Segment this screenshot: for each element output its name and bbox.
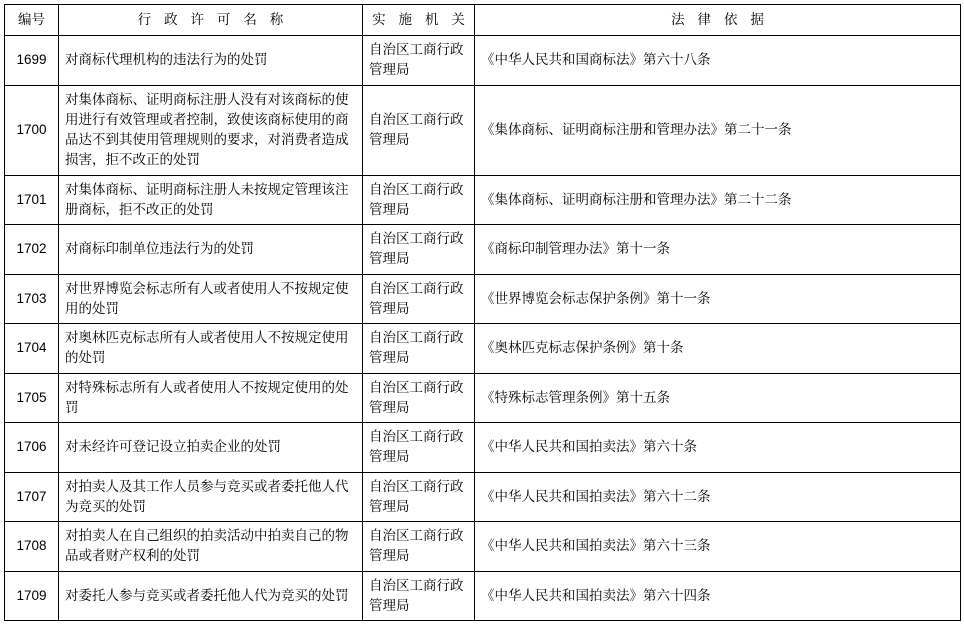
administrative-permit-table — [4, 4, 961, 621]
column-header-org — [363, 5, 475, 36]
cell-implementing-authority: 自治区工商行政管理局 — [363, 225, 475, 275]
cell-implementing-authority: 自治区工商行政管理局 — [363, 175, 475, 225]
cell-legal-basis: 《中华人民共和国拍卖法》第六十二条 — [475, 472, 961, 522]
cell-code: 1707 — [5, 472, 59, 522]
cell-permit-name: 对商标代理机构的违法行为的处罚 — [59, 36, 363, 86]
cell-permit-name: 对世界博览会标志所有人或者使用人不按规定使用的处罚 — [59, 274, 363, 324]
cell-code: 1708 — [5, 522, 59, 572]
table-header-row — [5, 5, 961, 36]
cell-permit-name: 对奥林匹克标志所有人或者使用人不按规定使用的处罚 — [59, 324, 363, 374]
table-row — [5, 225, 961, 275]
cell-implementing-authority: 自治区工商行政管理局 — [363, 522, 475, 572]
table-header — [5, 5, 961, 36]
cell-implementing-authority: 自治区工商行政管理局 — [363, 472, 475, 522]
cell-permit-name: 对商标印制单位违法行为的处罚 — [59, 225, 363, 275]
table-row — [5, 522, 961, 572]
cell-permit-name: 对拍卖人在自己组织的拍卖活动中拍卖自己的物品或者财产权利的处罚 — [59, 522, 363, 572]
cell-code: 1705 — [5, 373, 59, 423]
table-body — [5, 36, 961, 621]
cell-implementing-authority: 自治区工商行政管理局 — [363, 571, 475, 621]
column-header-org-label: 实 施 机 关 — [372, 11, 470, 28]
cell-code: 1704 — [5, 324, 59, 374]
cell-legal-basis: 《中华人民共和国拍卖法》第六十条 — [475, 423, 961, 473]
table-row — [5, 373, 961, 423]
cell-legal-basis: 《集体商标、证明商标注册和管理办法》第二十一条 — [475, 85, 961, 175]
table-row — [5, 36, 961, 86]
column-header-law-label: 法 律 依 据 — [671, 11, 769, 28]
table-row — [5, 472, 961, 522]
cell-legal-basis: 《特殊标志管理条例》第十五条 — [475, 373, 961, 423]
table-row — [5, 175, 961, 225]
cell-code: 1709 — [5, 571, 59, 621]
column-header-name — [59, 5, 363, 36]
cell-code: 1703 — [5, 274, 59, 324]
cell-legal-basis: 《世界博览会标志保护条例》第十一条 — [475, 274, 961, 324]
table-row — [5, 85, 961, 175]
table-row — [5, 324, 961, 374]
cell-code: 1706 — [5, 423, 59, 473]
cell-implementing-authority: 自治区工商行政管理局 — [363, 423, 475, 473]
cell-implementing-authority: 自治区工商行政管理局 — [363, 85, 475, 175]
cell-permit-name: 对集体商标、证明商标注册人没有对该商标的使用进行有效管理或者控制，致使该商标使用的商品达不到其使用管理规则的要求，对消费者造成损害，拒不改正的处罚 — [59, 85, 363, 175]
cell-permit-name: 对集体商标、证明商标注册人未按规定管理该注册商标，拒不改正的处罚 — [59, 175, 363, 225]
cell-legal-basis: 《中华人民共和国拍卖法》第六十四条 — [475, 571, 961, 621]
column-header-code: 编号 — [5, 5, 59, 36]
cell-code: 1699 — [5, 36, 59, 86]
cell-legal-basis: 《商标印制管理办法》第十一条 — [475, 225, 961, 275]
table-row — [5, 274, 961, 324]
cell-legal-basis: 《集体商标、证明商标注册和管理办法》第二十二条 — [475, 175, 961, 225]
cell-legal-basis: 《中华人民共和国商标法》第六十八条 — [475, 36, 961, 86]
cell-implementing-authority: 自治区工商行政管理局 — [363, 36, 475, 86]
cell-implementing-authority: 自治区工商行政管理局 — [363, 274, 475, 324]
table-row — [5, 571, 961, 621]
cell-permit-name: 对拍卖人及其工作人员参与竞买或者委托他人代为竞买的处罚 — [59, 472, 363, 522]
cell-legal-basis: 《奥林匹克标志保护条例》第十条 — [475, 324, 961, 374]
cell-legal-basis: 《中华人民共和国拍卖法》第六十三条 — [475, 522, 961, 572]
cell-code: 1701 — [5, 175, 59, 225]
cell-permit-name: 对委托人参与竞买或者委托他人代为竞买的处罚 — [59, 571, 363, 621]
table-row — [5, 423, 961, 473]
cell-code: 1700 — [5, 85, 59, 175]
document-page — [0, 4, 964, 635]
cell-permit-name: 对未经许可登记设立拍卖企业的处罚 — [59, 423, 363, 473]
column-header-law — [475, 5, 961, 36]
cell-permit-name: 对特殊标志所有人或者使用人不按规定使用的处罚 — [59, 373, 363, 423]
column-header-name-label: 行 政 许 可 名 称 — [137, 11, 288, 28]
cell-implementing-authority: 自治区工商行政管理局 — [363, 324, 475, 374]
cell-implementing-authority: 自治区工商行政管理局 — [363, 373, 475, 423]
cell-code: 1702 — [5, 225, 59, 275]
